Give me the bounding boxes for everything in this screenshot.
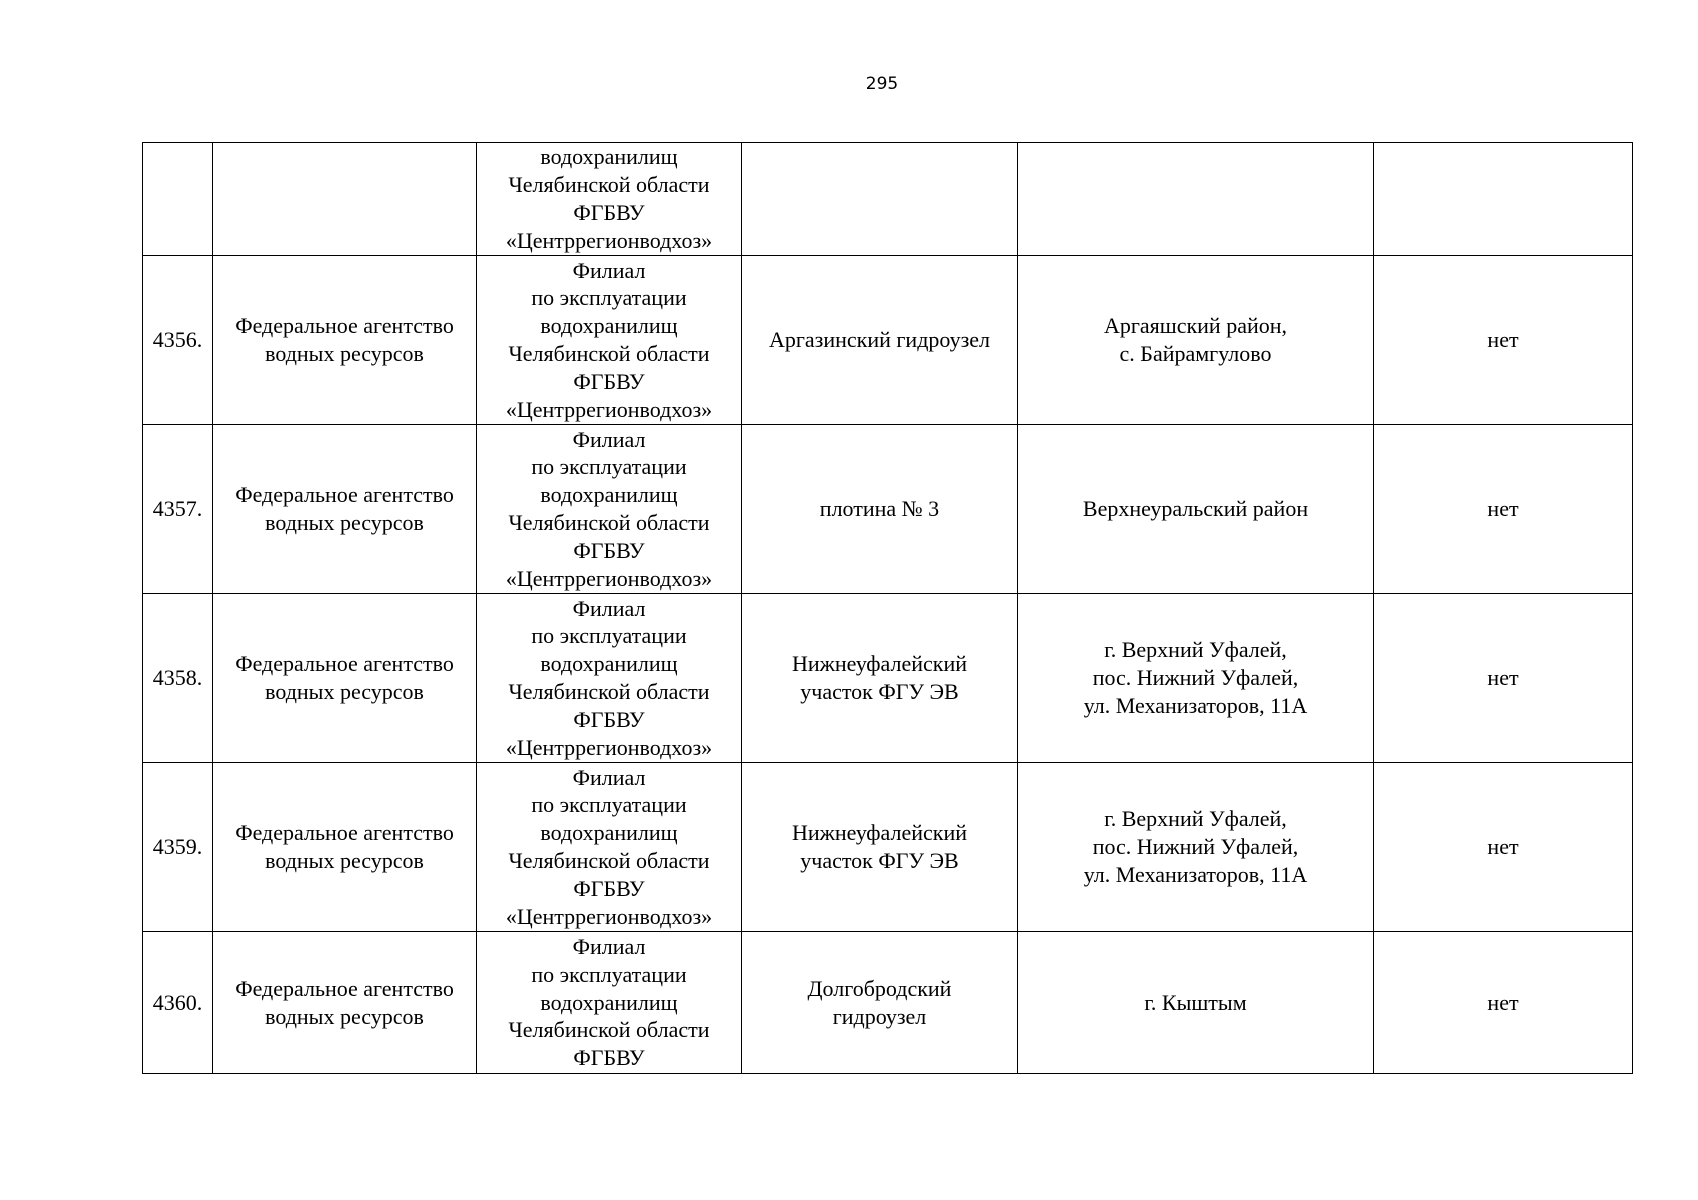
cell-number: 4356. xyxy=(143,256,213,425)
cell-address: г. Кыштым xyxy=(1018,932,1374,1074)
cell-flag: нет xyxy=(1374,932,1633,1074)
cell-operator: Филиал по эксплуатации водохранилищ Челябинской области ФГБВУ «Центррегионводхоз» xyxy=(477,594,742,763)
cell-object: Нижнеуфалейский участок ФГУ ЭВ xyxy=(742,763,1018,932)
cell-address: Аргаяшский район, с. Байрамгулово xyxy=(1018,256,1374,425)
cell-object: Аргазинский гидроузел xyxy=(742,256,1018,425)
page-number: 295 xyxy=(865,74,899,94)
cell-address: г. Верхний Уфалей, пос. Нижний Уфалей, ул. Механизаторов, 11А xyxy=(1018,594,1374,763)
cell-agency: Федеральное агентство водных ресурсов xyxy=(213,594,477,763)
cell-object: плотина № 3 xyxy=(742,425,1018,594)
table-row xyxy=(143,256,1633,425)
table-row xyxy=(143,425,1633,594)
cell-flag: нет xyxy=(1374,256,1633,425)
cell-object: Долгобродский гидроузел xyxy=(742,932,1018,1074)
cell-number: 4360. xyxy=(143,932,213,1074)
cell-number xyxy=(143,143,213,256)
cell-flag: нет xyxy=(1374,763,1633,932)
cell-object: Нижнеуфалейский участок ФГУ ЭВ xyxy=(742,594,1018,763)
table-row xyxy=(143,594,1633,763)
cell-operator: Филиал по эксплуатации водохранилищ Челябинской области ФГБВУ «Центррегионводхоз» xyxy=(477,425,742,594)
registry-table xyxy=(142,142,1633,1074)
cell-agency: Федеральное агентство водных ресурсов xyxy=(213,932,477,1074)
cell-address xyxy=(1018,143,1374,256)
cell-agency xyxy=(213,143,477,256)
cell-address: Верхнеуральский район xyxy=(1018,425,1374,594)
table-row xyxy=(143,763,1633,932)
cell-operator: Филиал по эксплуатации водохранилищ Челябинской области ФГБВУ xyxy=(477,932,742,1074)
cell-object xyxy=(742,143,1018,256)
cell-flag: нет xyxy=(1374,425,1633,594)
cell-agency: Федеральное агентство водных ресурсов xyxy=(213,256,477,425)
cell-agency: Федеральное агентство водных ресурсов xyxy=(213,425,477,594)
table-row-continued xyxy=(143,143,1633,256)
cell-operator: Филиал по эксплуатации водохранилищ Челябинской области ФГБВУ «Центррегионводхоз» xyxy=(477,763,742,932)
cell-number: 4357. xyxy=(143,425,213,594)
cell-agency: Федеральное агентство водных ресурсов xyxy=(213,763,477,932)
cell-number: 4358. xyxy=(143,594,213,763)
cell-flag xyxy=(1374,143,1633,256)
cell-flag: нет xyxy=(1374,594,1633,763)
cell-operator: Филиал по эксплуатации водохранилищ Челябинской области ФГБВУ «Центррегионводхоз» xyxy=(477,256,742,425)
table-row xyxy=(143,932,1633,1074)
cell-address: г. Верхний Уфалей, пос. Нижний Уфалей, ул. Механизаторов, 11А xyxy=(1018,763,1374,932)
cell-number: 4359. xyxy=(143,763,213,932)
cell-operator: водохранилищ Челябинской области ФГБВУ «Центррегионводхоз» xyxy=(477,143,742,256)
